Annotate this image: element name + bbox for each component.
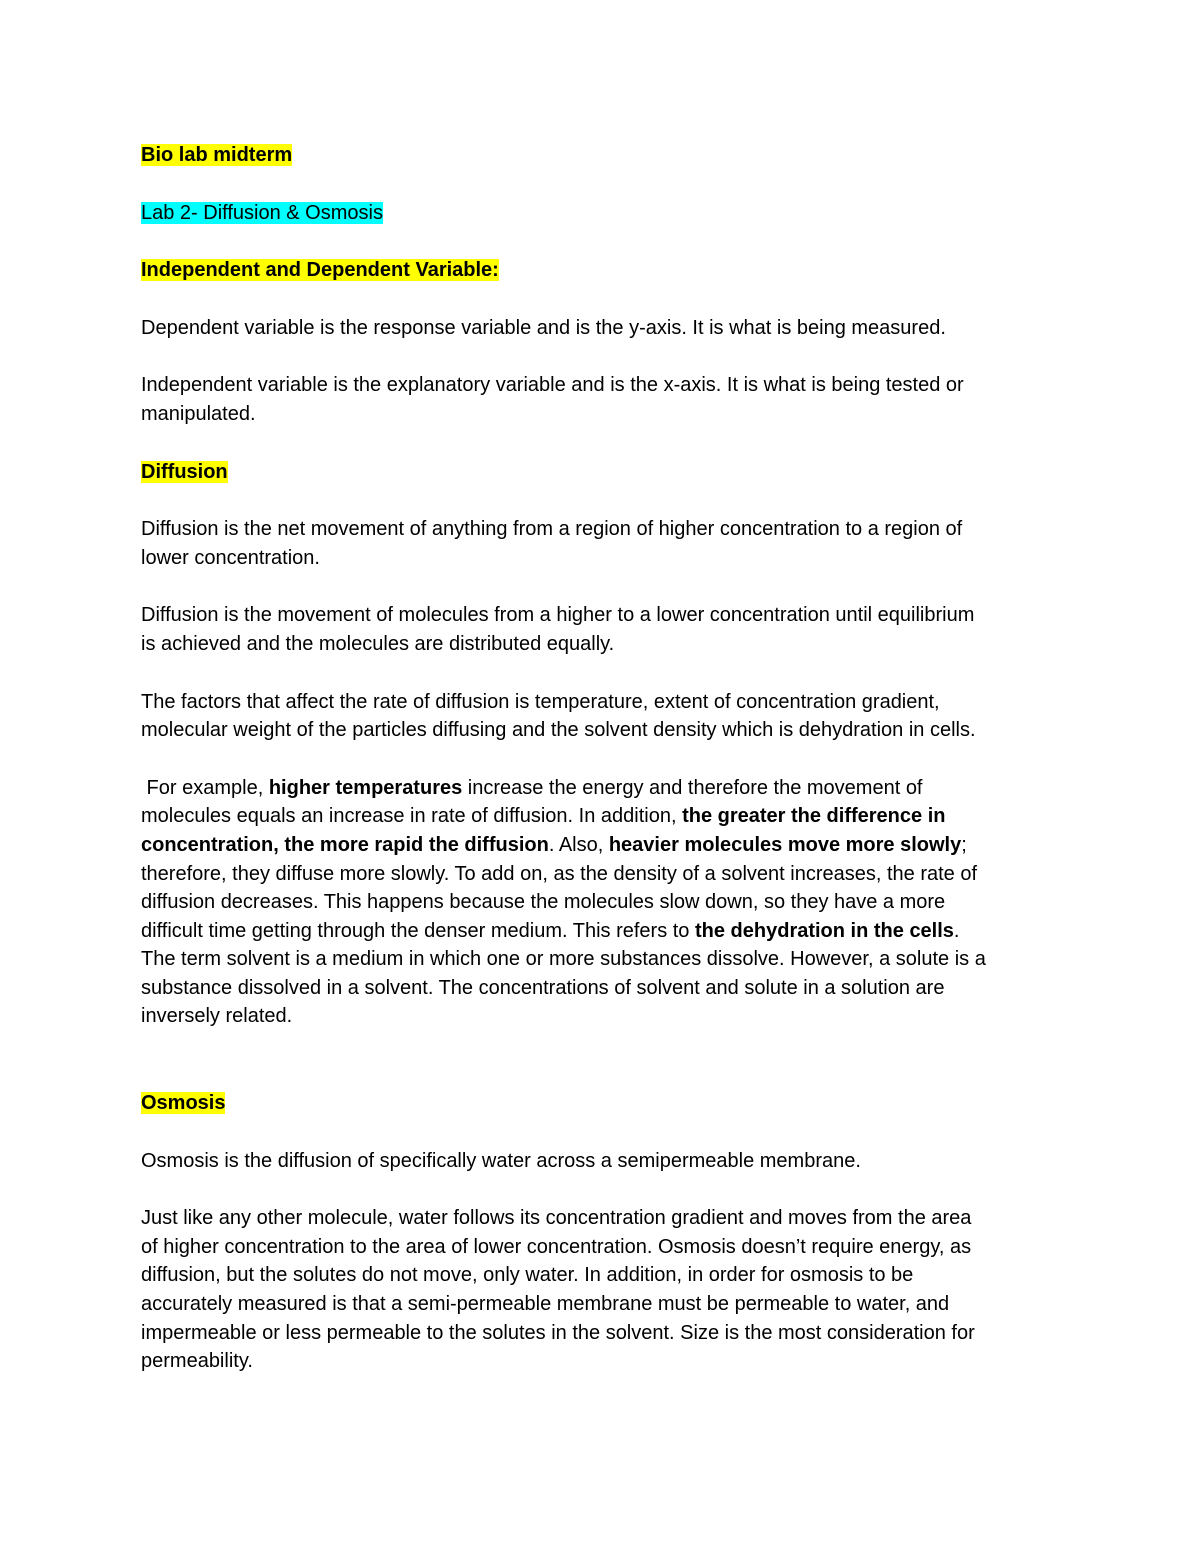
osmosis-p2-line-2: of higher concentration to the area of lower concentration. Osmosis doesn’t require energy, as: [141, 1235, 972, 1258]
independent-paragraph: [141, 371, 1061, 428]
example-line-3: [141, 831, 1061, 860]
diffusion-paragraph-2: [141, 601, 1061, 658]
example-l6-c: .: [953, 919, 960, 942]
independent-line-2: manipulated.: [141, 402, 256, 425]
example-line-2: [141, 802, 1061, 831]
diffusion-p2-line-2: is achieved and the molecules are distributed equally.: [141, 632, 615, 655]
example-l3-bold-2: heavier molecules move more slowly: [608, 833, 962, 856]
diffusion-p3-line-2: molecular weight of the particles diffusing and the solvent density which is dehydration in cells.: [141, 719, 976, 742]
example-line-5: diffusion decreases. This happens because the molecules slow down, so they have a more: [141, 891, 946, 914]
dependent-text: Dependent variable is the response variable and is the y-axis. It is what is being measured.: [141, 316, 946, 339]
diffusion-heading-text: Diffusion: [141, 460, 228, 483]
independent-line-1: Independent variable is the explanatory variable and is the x-axis. It is what is being tested or: [141, 374, 964, 397]
diffusion-p1-line-2: lower concentration.: [141, 546, 320, 569]
osmosis-p2-line-3: diffusion, but the solutes do not move, only water. In addition, in order for osmosis to be: [141, 1264, 914, 1287]
diffusion-heading: [141, 458, 1061, 487]
osmosis-p2-line-1: Just like any other molecule, water follows its concentration gradient and moves from the area: [141, 1207, 972, 1230]
lab-heading: [141, 199, 1061, 228]
lab-heading-text: Lab 2- Diffusion & Osmosis: [141, 201, 383, 224]
example-line-8: substance dissolved in a solvent. The concentrations of solvent and solute in a solution are: [141, 976, 945, 999]
example-l2-a: molecules equals an increase in rate of diffusion. In addition,: [141, 805, 683, 828]
example-l6-bold: the dehydration in the cells: [694, 919, 954, 942]
example-line-9: inversely related.: [141, 1005, 293, 1028]
osmosis-paragraph-2: [141, 1204, 1061, 1376]
variables-heading-text: Independent and Dependent Variable:: [141, 259, 499, 282]
osmosis-p2-line-6: permeability.: [141, 1350, 253, 1373]
osmosis-heading: [141, 1089, 1061, 1118]
example-l1-c: increase the energy and therefore the movement of: [462, 776, 923, 799]
example-paragraph: [141, 774, 1061, 1031]
example-l1-bold: higher temperatures: [268, 776, 463, 799]
blank-line: [141, 1060, 1061, 1089]
osmosis-heading-text: Osmosis: [141, 1092, 226, 1115]
doc-title: [141, 141, 1061, 170]
example-line-6: [141, 917, 1061, 946]
example-line-4: therefore, they diffuse more slowly. To add on, as the density of a solvent increases, the rate of: [141, 862, 978, 885]
example-l3-b: . Also,: [548, 833, 609, 856]
diffusion-p2-line-1: Diffusion is the movement of molecules from a higher to a lower concentration until equilibrium: [141, 604, 975, 627]
document-page: [141, 141, 1061, 1405]
diffusion-paragraph-1: [141, 515, 1061, 572]
example-l3-bold-1: concentration, the more rapid the diffusion: [141, 833, 549, 856]
diffusion-p1-line-1: Diffusion is the net movement of anything from a region of higher concentration to a region of: [141, 518, 963, 541]
osmosis-paragraph-1: [141, 1147, 1061, 1176]
osmosis-p2-line-5: impermeable or less permeable to the solutes in the solvent. Size is the most consideration for: [141, 1321, 975, 1344]
example-l6-a: difficult time getting through the denser medium. This refers to: [141, 919, 695, 942]
osmosis-p2-line-4: accurately measured is that a semi-permeable membrane must be permeable to water, and: [141, 1293, 950, 1316]
variables-heading: [141, 256, 1061, 285]
diffusion-paragraph-3: [141, 688, 1061, 745]
example-l2-bold: the greater the difference in: [682, 805, 946, 828]
osmosis-p1-line: Osmosis is the diffusion of specifically water across a semipermeable membrane.: [141, 1149, 861, 1172]
dependent-paragraph: [141, 314, 1061, 343]
example-line-1: [141, 774, 1061, 803]
doc-title-text: Bio lab midterm: [141, 144, 293, 166]
example-l1-a: For example,: [141, 776, 269, 799]
diffusion-p3-line-1: The factors that affect the rate of diffusion is temperature, extent of concentration gradient,: [141, 690, 940, 713]
example-line-7: The term solvent is a medium in which one or more substances dissolve. However, a solute is a: [141, 948, 986, 971]
example-l3-d: ;: [961, 833, 967, 856]
